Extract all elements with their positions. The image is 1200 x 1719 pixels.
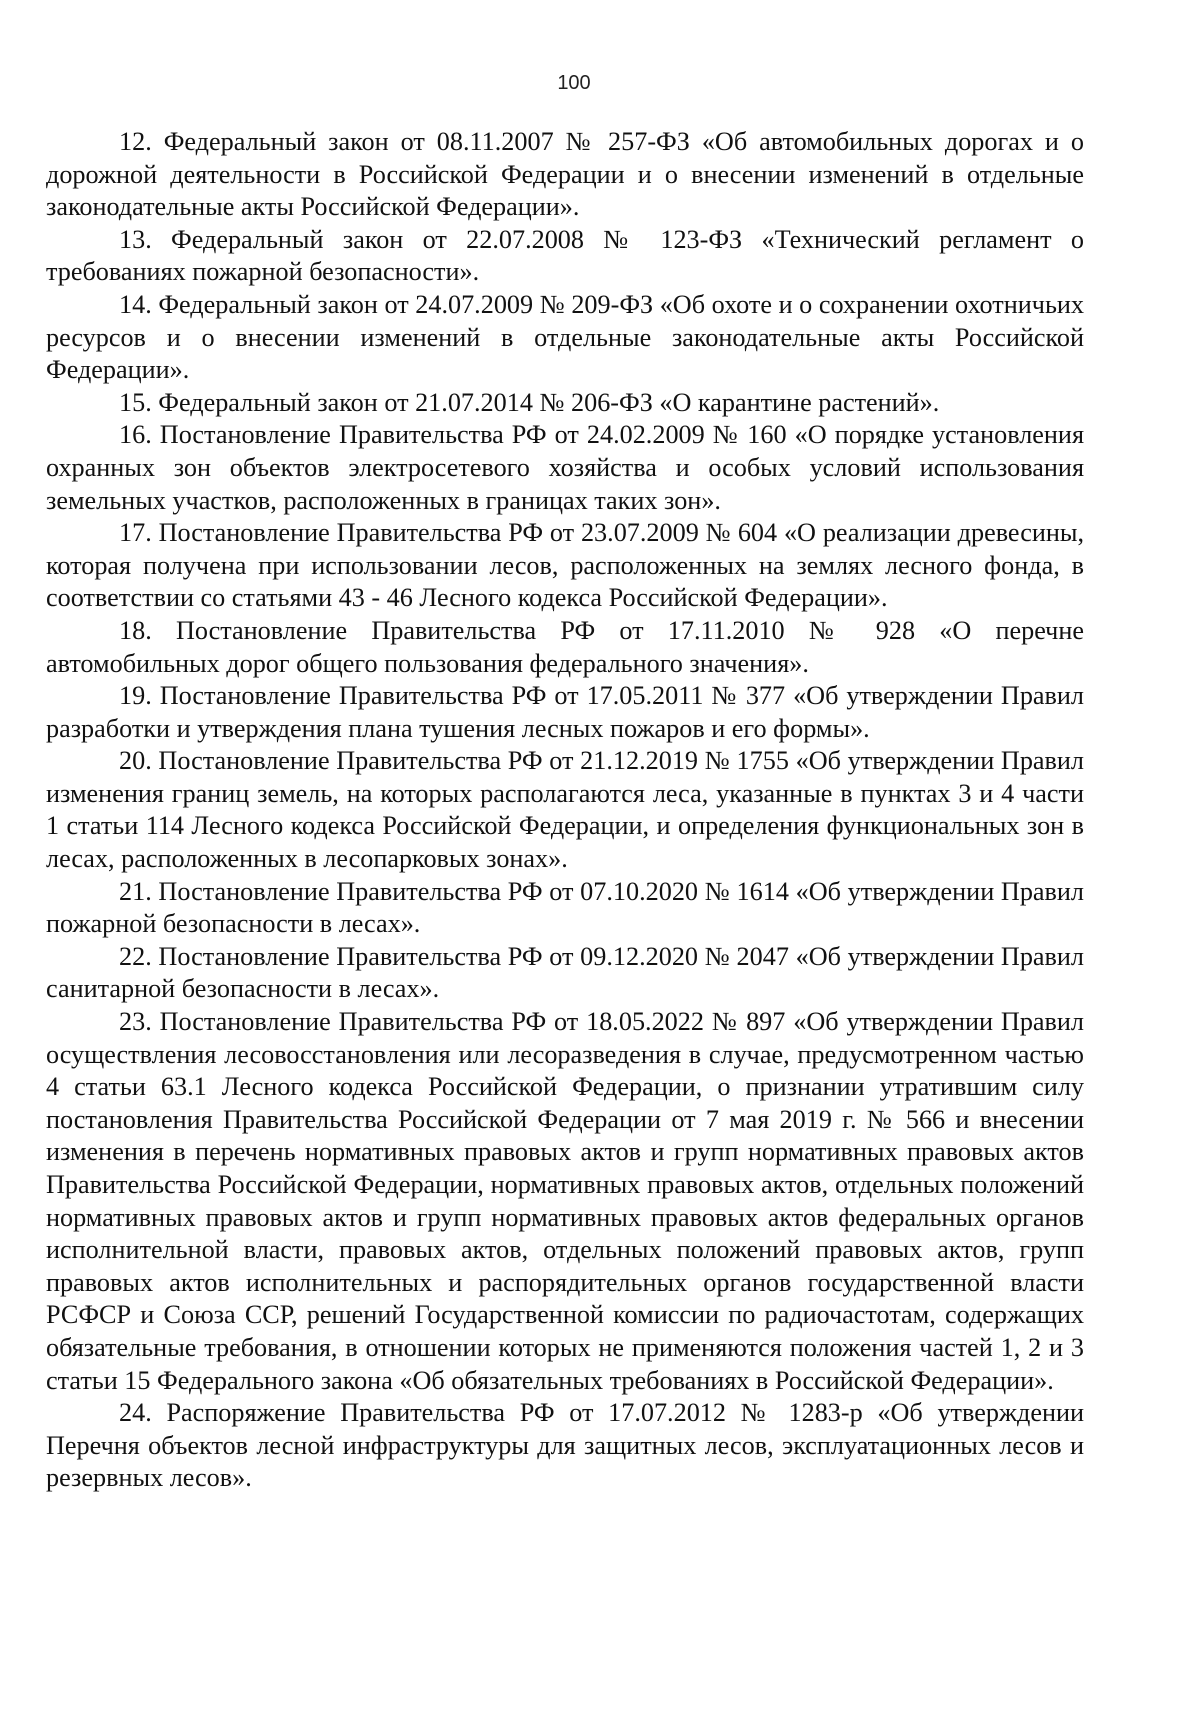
list-item: 14. Федеральный закон от 24.07.2009 № 209-ФЗ «Об охоте и о сохранении охотничьих ресурсов и о внесении изменений в отдельные законодательные акты Российской Федерации». <box>46 289 1084 385</box>
list-item: 18. Постановление Правительства РФ от 17.11.2010 № 928 «О перечне автомобильных дорог общего пользования федерального значения». <box>46 615 1084 678</box>
list-item: 17. Постановление Правительства РФ от 23.07.2009 № 604 «О реализации древесины, которая получена при использовании лесов, расположенных на землях лесного фонда, в соответствии со статьями 43 - 46 Лесного кодекса Российской Федерации». <box>46 518 1084 613</box>
list-item: 16. Постановление Правительства РФ от 24.02.2009 № 160 «О порядке установления охранных зон объектов электросетевого хозяйства и особых условий использования земельных участков, расположенных в границах таких зон». <box>46 420 1084 515</box>
list-item: 22. Постановление Правительства РФ от 09.12.2020 № 2047 «Об утверждении Правил санитарной безопасности в лесах». <box>46 941 1084 1004</box>
list-item: 24. Распоряжение Правительства РФ от 17.07.2012 № 1283-р «Об утверждении Перечня объектов лесной инфраструктуры для защитных лесов, эксплуатационных лесов и резервных лесов». <box>46 1398 1084 1493</box>
list-item: 15. Федеральный закон от 21.07.2014 № 206-ФЗ «О карантине растений». <box>119 387 940 417</box>
list-item: 19. Постановление Правительства РФ от 17.05.2011 № 377 «Об утверждении Правил разработки и утверждения плана тушения лесных пожаров и его формы». <box>46 681 1084 743</box>
legal-acts-list <box>46 126 1084 1495</box>
page-number: 100 <box>557 72 591 94</box>
list-item: 21. Постановление Правительства РФ от 07.10.2020 № 1614 «Об утверждении Правил пожарной безопасности в лесах». <box>46 876 1084 939</box>
list-item: 12. Федеральный закон от 08.11.2007 № 257-ФЗ «Об автомобильных дорогах и о дорожной деятельности в Российской Федерации и о внесении изменений в отдельные законодательные акты Российской Федерации». <box>46 127 1084 222</box>
list-item: 23. Постановление Правительства РФ от 18.05.2022 № 897 «Об утверждении Правил осуществления лесовосстановления или лесоразведения в случае, предусмотренном частью 4 статьи 63.1 Лесного кодекса Российской Федерации, о признании утратившим силу постановления Правительства Российской Федерации от 7 мая 2019 г. № 566 и внесении изменения в перечень нормативных правовых актов и групп нормативных правовых актов Правительства Российской Федерации, нормативных правовых актов, отдельных положений нормативных правовых актов и групп нормативных правовых актов федеральных органов исполнительной власти, правовых актов, отдельных положений правовых актов, групп правовых актов исполнительных и распорядительных органов государственной власти РСФСР и Союза ССР, решений Государственной комиссии по радиочастотам, содержащих обязательные требования, в отношении которых не применяются положения частей 1, 2 и 3 статьи 15 Федерального закона «Об обязательных требованиях в Российской Федерации». <box>46 1007 1084 1395</box>
list-item: 13. Федеральный закон от 22.07.2008 № 123-ФЗ «Технический регламент о требованиях пожарной безопасности». <box>46 224 1084 287</box>
list-item: 20. Постановление Правительства РФ от 21.12.2019 № 1755 «Об утверждении Правил изменения границ земель, на которых располагаются леса, указанные в пунктах 3 и 4 части 1 статьи 114 Лесного кодекса Российской Федерации, и определения функциональных зон в лесах, расположенных в лесопарковых зонах». <box>46 746 1084 874</box>
